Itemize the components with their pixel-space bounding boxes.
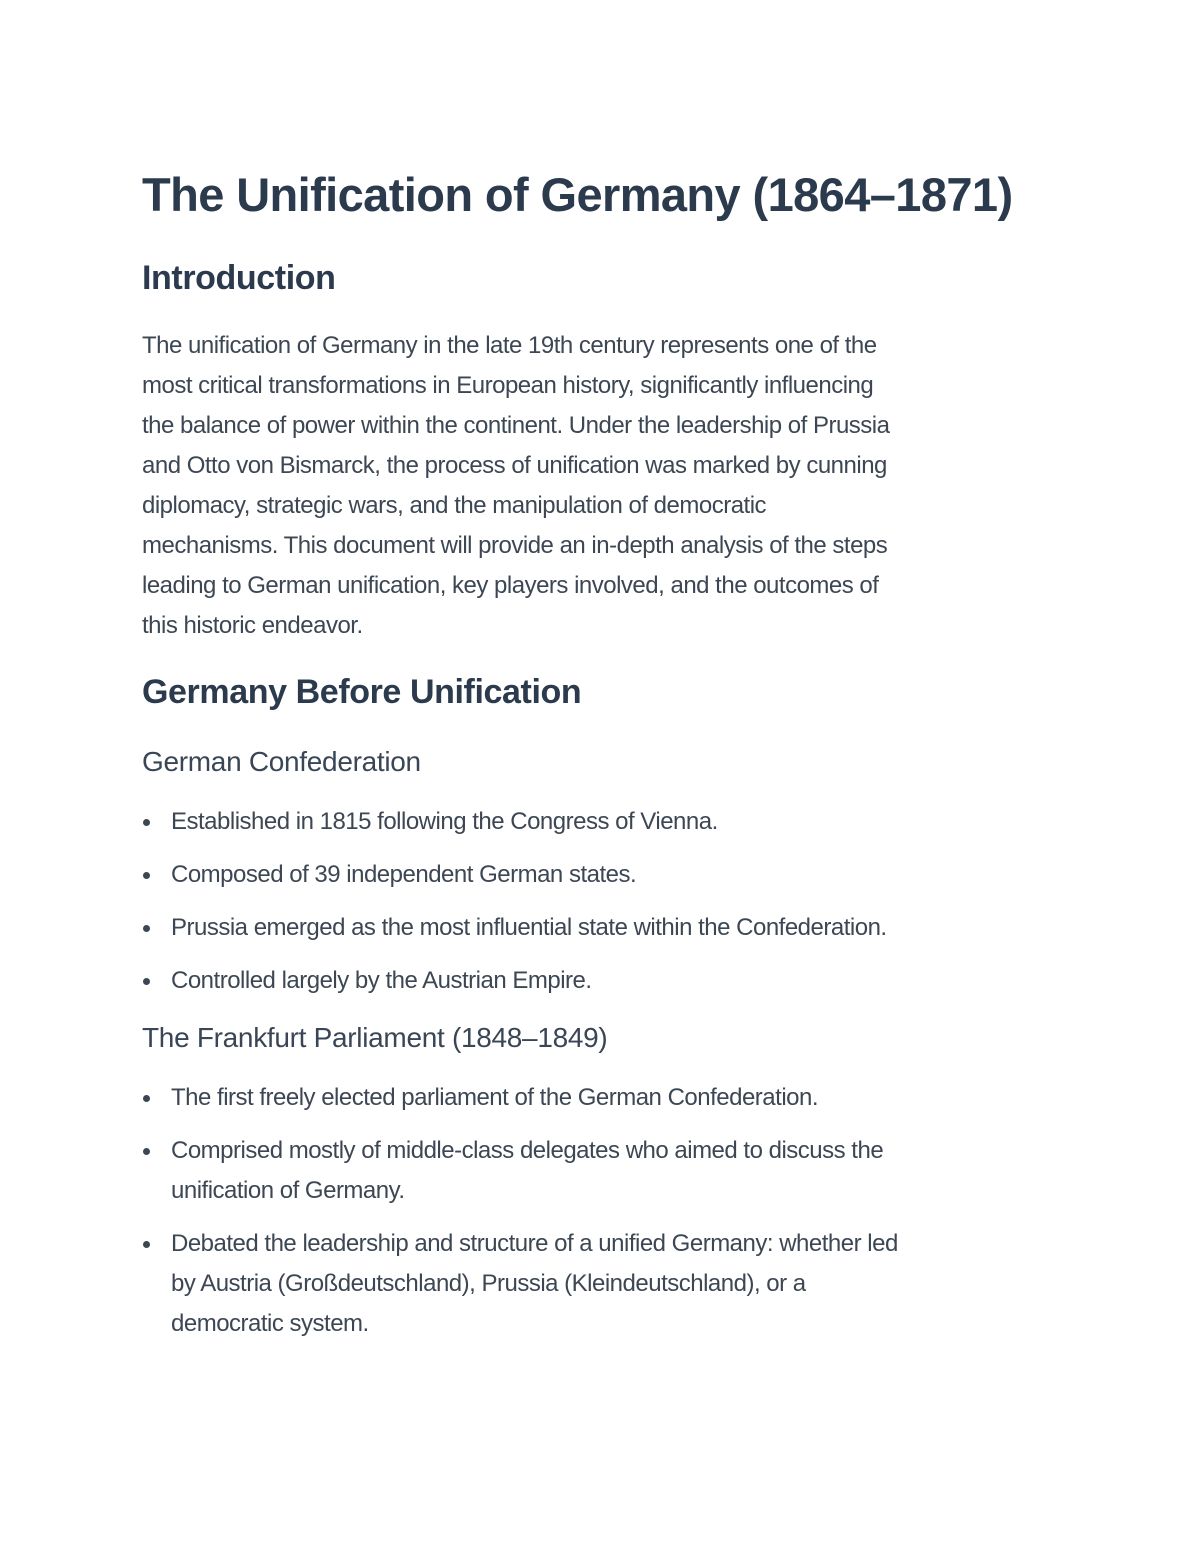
list-item bbox=[142, 908, 1062, 948]
before-unification-heading: Germany Before Unification bbox=[142, 673, 582, 711]
list-item-text: Composed of 39 independent German states. bbox=[171, 861, 637, 888]
paragraph-line: mechanisms. This document will provide an in-depth analysis of the steps bbox=[142, 532, 888, 559]
bullet-icon bbox=[143, 872, 150, 879]
document-title: The Unification of Germany (1864–1871) bbox=[142, 168, 1013, 221]
list-item bbox=[142, 802, 1062, 842]
bullet-icon bbox=[143, 978, 150, 985]
paragraph-line: the balance of power within the continent. Under the leadership of Prussia bbox=[142, 412, 890, 439]
frankfurt-parliament-heading: The Frankfurt Parliament (1848–1849) bbox=[142, 1022, 608, 1053]
list-item bbox=[142, 961, 1062, 1001]
bullet-icon bbox=[143, 1241, 150, 1248]
introduction-heading: Introduction bbox=[142, 259, 336, 297]
german-confederation-list bbox=[142, 802, 1062, 1014]
list-item bbox=[142, 1078, 1062, 1118]
bullet-icon bbox=[143, 1095, 150, 1102]
paragraph-line: most critical transformations in European history, significantly influencing bbox=[142, 372, 874, 399]
bullet-icon bbox=[143, 1148, 150, 1155]
list-item-text: Debated the leadership and structure of a unified Germany: whether led bbox=[171, 1230, 898, 1257]
list-item-text: unification of Germany. bbox=[171, 1177, 405, 1204]
german-confederation-heading: German Confederation bbox=[142, 746, 421, 777]
list-item-text: Controlled largely by the Austrian Empire. bbox=[171, 967, 592, 994]
frankfurt-parliament-list bbox=[142, 1078, 1062, 1357]
list-item-text: Prussia emerged as the most influential state within the Confederation. bbox=[171, 914, 887, 941]
list-item-text: Comprised mostly of middle-class delegates who aimed to discuss the bbox=[171, 1137, 884, 1164]
paragraph-line: and Otto von Bismarck, the process of unification was marked by cunning bbox=[142, 452, 887, 479]
list-item-text: The first freely elected parliament of the German Confederation. bbox=[171, 1084, 819, 1111]
introduction-paragraph bbox=[142, 326, 1062, 646]
paragraph-line: this historic endeavor. bbox=[142, 612, 363, 639]
list-item bbox=[142, 1131, 1062, 1211]
bullet-icon bbox=[143, 925, 150, 932]
paragraph-line: The unification of Germany in the late 19th century represents one of the bbox=[142, 332, 877, 359]
list-item-text: Established in 1815 following the Congress of Vienna. bbox=[171, 808, 718, 835]
paragraph-line: leading to German unification, key players involved, and the outcomes of bbox=[142, 572, 879, 599]
list-item-text: democratic system. bbox=[171, 1310, 369, 1337]
list-item bbox=[142, 1224, 1062, 1344]
list-item-text: by Austria (Großdeutschland), Prussia (Kleindeutschland), or a bbox=[171, 1270, 806, 1297]
list-item bbox=[142, 855, 1062, 895]
paragraph-line: diplomacy, strategic wars, and the manipulation of democratic bbox=[142, 492, 767, 519]
bullet-icon bbox=[143, 819, 150, 826]
